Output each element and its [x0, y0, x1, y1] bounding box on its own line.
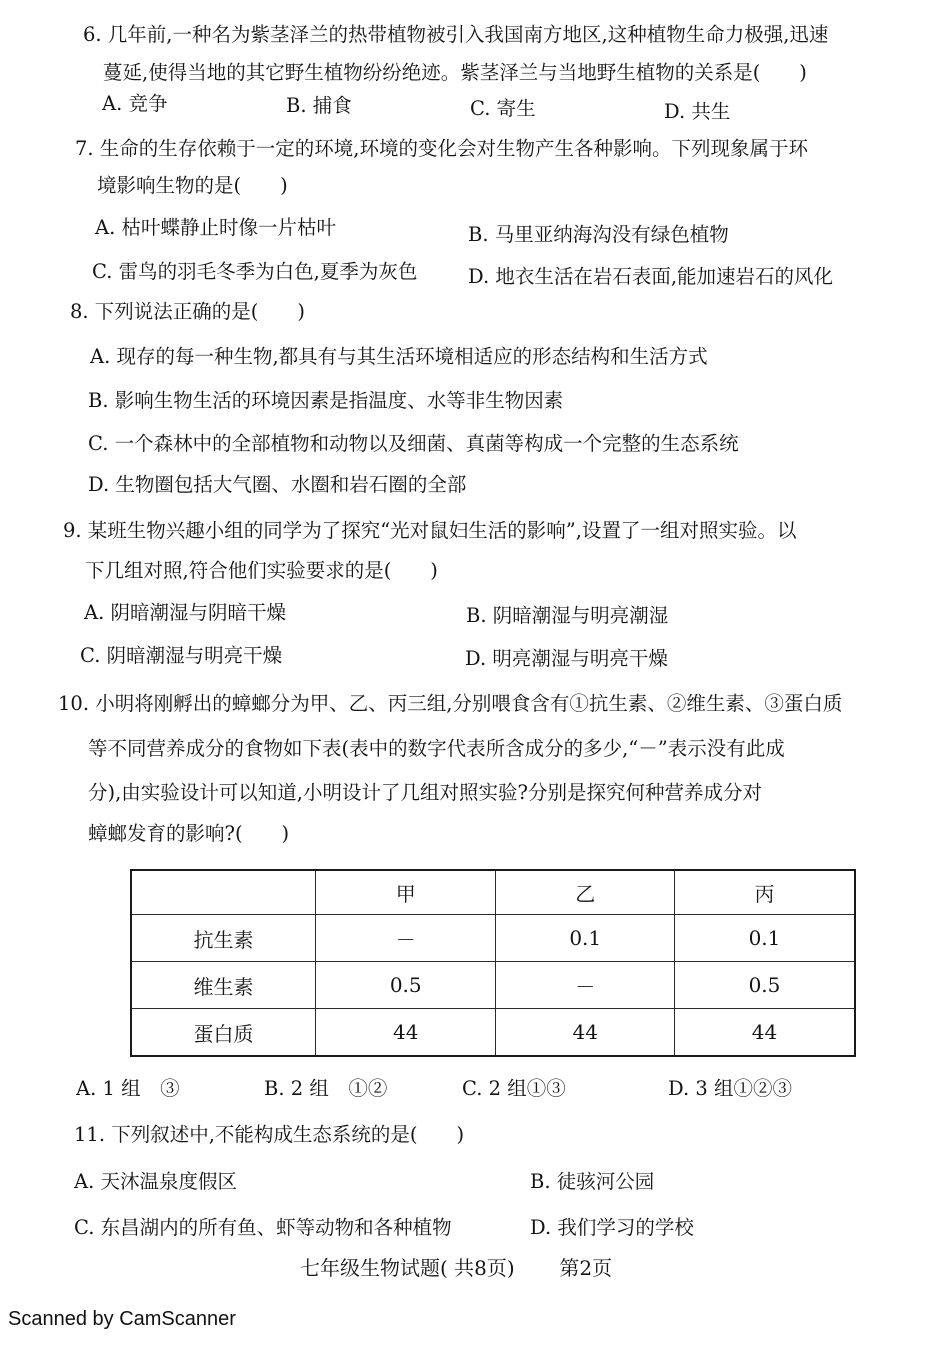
q10-option-c: C. 2 组①③ — [462, 1077, 566, 1100]
q8-option-c: C. 一个森林中的全部植物和动物以及细菌、真菌等构成一个完整的生态系统 — [88, 432, 739, 455]
q6-option-d: D. 共生 — [664, 100, 731, 123]
table-row — [131, 1009, 855, 1057]
table-cell: 44 — [674, 1009, 855, 1057]
table-header-cell — [131, 870, 316, 915]
table-row — [131, 962, 855, 1009]
nutrient-table — [130, 869, 856, 1057]
table-cell: 0.1 — [674, 915, 855, 962]
q11-option-a: A. 天沐温泉度假区 — [74, 1170, 237, 1193]
q9-option-d: D. 明亮潮湿与明亮干燥 — [465, 647, 668, 670]
table-cell: 维生素 — [131, 962, 316, 1009]
q11-stem: 11. 下列叙述中,不能构成生态系统的是( ) — [74, 1123, 465, 1146]
q8-option-d: D. 生物圈包括大气圈、水圈和岩石圈的全部 — [88, 473, 467, 496]
q7-stem-line1: 7. 生命的生存依赖于一定的环境,环境的变化会对生物产生各种影响。下列现象属于环 — [75, 137, 809, 160]
footer-page-number: 第2页 — [559, 1256, 613, 1280]
q9-stem-line2: 下几组对照,符合他们实验要求的是( ) — [85, 559, 438, 582]
table-cell: 44 — [316, 1009, 496, 1057]
table-cell: － — [496, 962, 674, 1009]
table-cell: 0.5 — [316, 962, 496, 1009]
q6-stem-line2: 蔓延,使得当地的其它野生植物纷纷绝迹。紫茎泽兰与当地野生植物的关系是( ) — [103, 61, 807, 84]
table-header-cell: 甲 — [316, 870, 496, 915]
q7-option-d: D. 地衣生活在岩石表面,能加速岩石的风化 — [468, 265, 834, 288]
q10-stem-line4: 蟑螂发育的影响?( ) — [88, 822, 290, 845]
q9-option-a: A. 阴暗潮湿与阴暗干燥 — [84, 601, 286, 624]
q7-option-c: C. 雷鸟的羽毛冬季为白色,夏季为灰色 — [92, 260, 418, 283]
q11-option-b: B. 徒骇河公园 — [530, 1170, 655, 1193]
table-row — [131, 915, 855, 962]
scanner-watermark: Scanned by CamScanner — [8, 1308, 236, 1330]
table-header-cell: 乙 — [496, 870, 674, 915]
q7-stem-line2: 境影响生物的是( ) — [97, 174, 288, 197]
page-footer — [300, 1252, 612, 1281]
table-cell: 抗生素 — [131, 915, 316, 962]
q6-option-c: C. 寄生 — [470, 97, 536, 120]
q7-option-a: A. 枯叶蝶静止时像一片枯叶 — [95, 216, 336, 239]
q6-option-b: B. 捕食 — [286, 94, 352, 117]
q10-option-b: B. 2 组 ①② — [264, 1077, 388, 1100]
q8-stem: 8. 下列说法正确的是( ) — [70, 300, 306, 323]
q6-option-a: A. 竞争 — [102, 92, 168, 115]
q10-option-d: D. 3 组①②③ — [668, 1077, 792, 1100]
q7-option-b: B. 马里亚纳海沟没有绿色植物 — [468, 223, 729, 246]
table-cell: 0.5 — [674, 962, 855, 1009]
q10-stem-line1: 10. 小明将刚孵出的蟑螂分为甲、乙、丙三组,分别喂食含有①抗生素、②维生素、③蛋白质 — [58, 692, 843, 715]
q11-option-d: D. 我们学习的学校 — [530, 1216, 694, 1239]
q10-option-a: A. 1 组 ③ — [76, 1077, 180, 1100]
q8-option-a: A. 现存的每一种生物,都具有与其生活环境相适应的形态结构和生活方式 — [90, 345, 708, 368]
q11-option-c: C. 东昌湖内的所有鱼、虾等动物和各种植物 — [74, 1216, 452, 1239]
table-header-cell: 丙 — [674, 870, 855, 915]
q8-option-b: B. 影响生物生活的环境因素是指温度、水等非生物因素 — [88, 389, 564, 412]
q10-stem-line2: 等不同营养成分的食物如下表(表中的数字代表所含成分的多少,“－”表示没有此成 — [88, 737, 785, 760]
q10-stem-line3: 分),由实验设计可以知道,小明设计了几组对照实验?分别是探究何种营养成分对 — [88, 781, 762, 804]
footer-title: 七年级生物试题( 共8页) — [300, 1256, 515, 1280]
q9-option-c: C. 阴暗潮湿与明亮干燥 — [80, 644, 283, 667]
table-cell: 44 — [496, 1009, 674, 1057]
q9-stem-line1: 9. 某班生物兴趣小组的同学为了探究“光对鼠妇生活的影响”,设置了一组对照实验。以 — [63, 519, 797, 542]
table-header-row — [131, 870, 855, 915]
table-cell: － — [316, 915, 496, 962]
q6-stem-line1: 6. 几年前,一种名为紫茎泽兰的热带植物被引入我国南方地区,这种植物生命力极强,迅速 — [83, 23, 829, 46]
table-cell: 蛋白质 — [131, 1009, 316, 1057]
table-cell: 0.1 — [496, 915, 674, 962]
q9-option-b: B. 阴暗潮湿与明亮潮湿 — [466, 604, 669, 627]
